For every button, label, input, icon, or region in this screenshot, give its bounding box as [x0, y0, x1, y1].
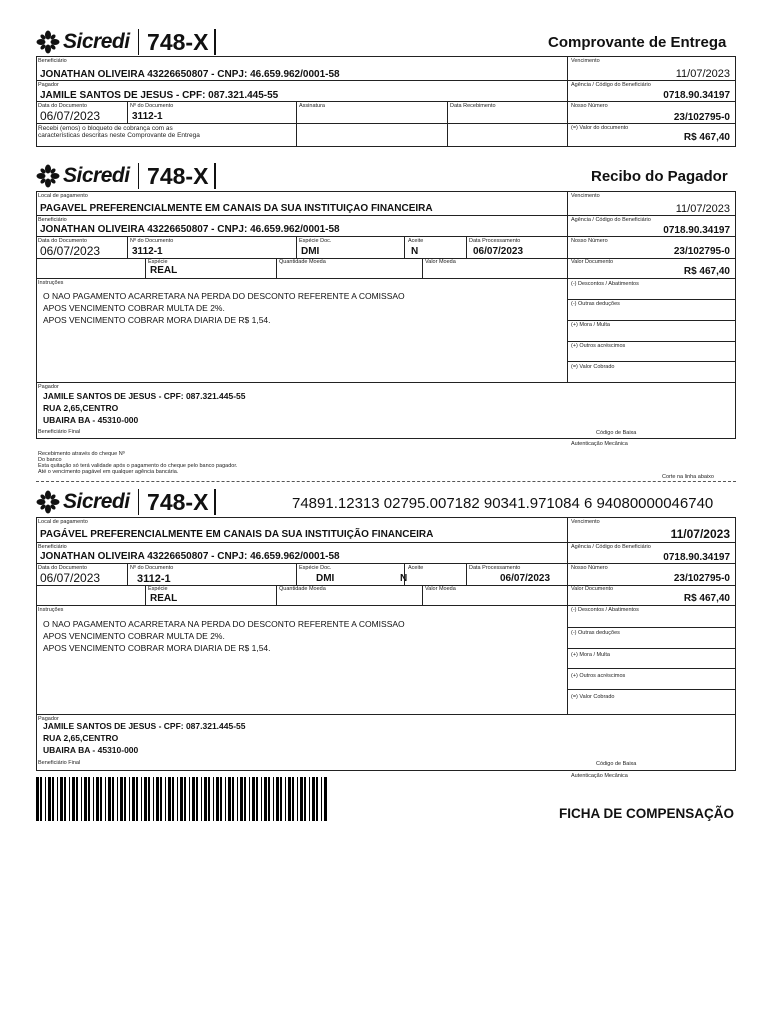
label-data-processamento: Data Processamento — [469, 238, 521, 244]
barcode-bar — [117, 777, 118, 821]
barcode-bar — [256, 777, 258, 821]
valor-value: R$ 467,40 — [683, 132, 730, 143]
barcode-bar — [144, 777, 147, 821]
barcode-bar — [220, 777, 222, 821]
label-beneficiario: Beneficiário — [38, 544, 67, 550]
section1-title: Comprovante de Entrega — [548, 34, 727, 51]
barcode-bar — [84, 777, 87, 821]
barcode-bar — [132, 777, 135, 821]
linha-digitavel: 74891.12313 02795.007182 90341.971084 6 94080000046740 — [292, 495, 714, 512]
label-especie-doc: Espécie Doc. — [299, 565, 332, 571]
instrucao-line: APOS VENCIMENTO COBRAR MULTA DE 2%. — [43, 303, 225, 313]
label-pagador: Pagador — [38, 384, 59, 390]
label-num-documento: Nº do Documento — [130, 238, 174, 244]
barcode-bar — [261, 777, 262, 821]
local-pagamento-value: PAGAVEL PREFERENCIALMENTE EM CANAIS DA SUA INSTITUIÇAO FINANCEIRA — [40, 203, 433, 214]
label-descontos: (-) Descontos / Abatimentos — [571, 281, 639, 287]
aceite-value: N — [400, 573, 408, 584]
nosso-numero-value: 23/102795-0 — [673, 573, 730, 584]
label-valor-documento: Valor Documento — [571, 259, 614, 265]
label-descontos: (-) Descontos / Abatimentos — [571, 607, 639, 613]
vencimento-value: 11/07/2023 — [675, 68, 730, 80]
data-documento-value: 06/07/2023 — [40, 244, 101, 258]
barcode-bar — [72, 777, 75, 821]
barcode-bar — [240, 777, 243, 821]
especie-doc-value: DMI — [316, 573, 335, 584]
section2-title: Recibo do Pagador — [591, 168, 728, 185]
instrucao-line: APOS VENCIMENTO COBRAR MULTA DE 2%. — [43, 631, 225, 641]
barcode-bar — [324, 777, 327, 821]
footer-line: Esta quitação só terá validade após o pagamento do cheque pelo banco pagador. — [38, 463, 238, 469]
barcode-bar — [52, 777, 54, 821]
label-outras-deducoes: (-) Outras deduções — [571, 301, 620, 307]
label-beneficiario-final: Beneficiário Final — [38, 760, 81, 766]
barcode-bar — [321, 777, 322, 821]
label-valor-moeda: Valor Moeda — [425, 259, 456, 265]
label-nosso-numero: Nosso Número — [571, 238, 608, 244]
barcode-bar — [81, 777, 82, 821]
label-agencia: Agência / Código do Beneficiário — [571, 82, 651, 88]
barcode-bar — [60, 777, 63, 821]
vencimento-value: 11/07/2023 — [675, 203, 730, 215]
label-num-documento: Nº do Documento — [130, 565, 174, 571]
label-assinatura: Assinatura — [299, 103, 325, 109]
label-num-documento: Nº do Documento — [130, 103, 174, 109]
sicredi-logo-icon — [36, 164, 60, 188]
sicredi-logo — [36, 27, 224, 57]
pagador-endereco: RUA 2,65,CENTRO — [43, 733, 119, 743]
barcode-bar — [268, 777, 270, 821]
brand-name: Sicredi — [63, 30, 130, 53]
label-vencimento: Vencimento — [571, 58, 600, 64]
barcode-bar — [96, 777, 99, 821]
label-especie: Espécie — [148, 259, 168, 265]
label-autenticacao: Autenticação Mecânica — [571, 773, 628, 779]
label-beneficiario-final: Beneficiário Final — [38, 429, 81, 435]
barcode-bar — [141, 777, 142, 821]
logo-separator — [138, 29, 140, 55]
data-processamento-value: 06/07/2023 — [473, 246, 524, 257]
pagador-endereco: RUA 2,65,CENTRO — [43, 403, 119, 413]
label-codigo-baixa: Código de Baixa — [596, 761, 637, 767]
barcode-bar — [148, 777, 150, 821]
barcode-bar — [36, 777, 39, 821]
label-nosso-numero: Nosso Número — [571, 103, 608, 109]
sicredi-logo — [36, 161, 224, 191]
label-beneficiario: Beneficiário — [38, 217, 67, 223]
barcode-bar — [64, 777, 66, 821]
logo-separator — [138, 163, 140, 189]
barcode-bar — [225, 777, 226, 821]
label-data-documento: Data do Documento — [38, 565, 87, 571]
barcode-bar — [105, 777, 106, 821]
label-especie-doc: Espécie Doc. — [299, 238, 332, 244]
sicredi-logo-icon — [36, 30, 60, 54]
ficha-compensacao-label: FICHA DE COMPENSAÇÃO — [559, 806, 735, 821]
label-beneficiario: Beneficiário — [38, 58, 67, 64]
label-vencimento: Vencimento — [571, 519, 600, 525]
barcode-bar — [292, 777, 294, 821]
label-data-processamento: Data Processamento — [469, 565, 521, 571]
pagador-cidade: UBAIRA BA - 45310-000 — [43, 745, 139, 755]
barcode-bar — [297, 777, 298, 821]
barcode-bar — [285, 777, 286, 821]
label-agencia: Agência / Código do Beneficiário — [571, 217, 651, 223]
barcode-bar — [252, 777, 255, 821]
label-mora-multa: (+) Mora / Multa — [571, 322, 610, 328]
barcode-bar — [136, 777, 138, 821]
barcode-bar — [180, 777, 183, 821]
instrucao-line: O NAO PAGAMENTO ACARRETARA NA PERDA DO DESCONTO REFERENTE A COMISSAO — [43, 291, 405, 301]
barcode-bar — [120, 777, 123, 821]
barcode-bar — [300, 777, 303, 821]
barcode-bar — [273, 777, 274, 821]
num-documento-value: 3112-1 — [132, 111, 163, 122]
label-valor-documento: Valor Documento — [571, 586, 614, 592]
barcode-bar — [88, 777, 90, 821]
receipt-text-2: características descritas neste Comprovante de Entrega — [38, 132, 200, 139]
barcode-icon — [36, 777, 334, 821]
label-quantidade-moeda: Quantidade Moeda — [279, 586, 326, 592]
pagador-nome: JAMILE SANTOS DE JESUS - CPF: 087.321.445-55 — [43, 721, 246, 731]
barcode-bar — [57, 777, 58, 821]
logo-separator — [138, 489, 140, 515]
barcode-bar — [201, 777, 202, 821]
label-valor-documento: (=) Valor do documento — [571, 125, 629, 131]
barcode-bar — [213, 777, 214, 821]
barcode-bar — [100, 777, 102, 821]
barcode-bar — [108, 777, 111, 821]
barcode-bar — [204, 777, 207, 821]
label-valor-cobrado: (=) Valor Cobrado — [571, 364, 615, 370]
logo-separator — [214, 163, 216, 189]
barcode-bar — [312, 777, 315, 821]
aceite-value: N — [411, 246, 419, 257]
barcode-bar — [69, 777, 70, 821]
barcode-bar — [165, 777, 166, 821]
barcode-bar — [280, 777, 282, 821]
beneficiario-value: JONATHAN OLIVEIRA 43226650807 - CNPJ: 46.659.962/0001-58 — [40, 551, 340, 562]
barcode-bar — [172, 777, 174, 821]
barcode-bar — [249, 777, 250, 821]
sicredi-logo-icon — [36, 490, 60, 514]
barcode-bar — [48, 777, 51, 821]
label-autenticacao: Autenticação Mecânica — [571, 441, 628, 447]
logo-separator — [214, 29, 216, 55]
label-quantidade-moeda: Quantidade Moeda — [279, 259, 326, 265]
especie-doc-value: DMI — [301, 246, 320, 257]
barcode-bar — [93, 777, 94, 821]
sicredi-logo — [36, 487, 224, 517]
label-vencimento: Vencimento — [571, 193, 600, 199]
data-processamento-value: 06/07/2023 — [500, 573, 551, 584]
barcode-bar — [304, 777, 306, 821]
barcode-bar — [189, 777, 190, 821]
nosso-numero-value: 23/102795-0 — [673, 112, 730, 123]
beneficiario-value: JONATHAN OLIVEIRA 43226650807 - CNPJ: 46.659.962/0001-58 — [40, 69, 340, 80]
barcode-bar — [184, 777, 186, 821]
barcode-bar — [192, 777, 195, 821]
bank-code: 748-X — [147, 28, 209, 55]
label-local-pagamento: Local de pagamento — [38, 519, 88, 525]
vencimento-value: 11/07/2023 — [670, 527, 730, 541]
valor-documento-value: R$ 467,40 — [683, 266, 730, 277]
label-especie: Espécie — [148, 586, 168, 592]
receipt-text-1: Recebi (emos) o bloqueto de cobrança com as — [38, 125, 173, 132]
barcode-bar — [208, 777, 210, 821]
instrucao-line: APOS VENCIMENTO COBRAR MORA DIARIA DE R$ 1,54. — [43, 643, 271, 653]
barcode-bar — [316, 777, 318, 821]
pagador-cidade: UBAIRA BA - 45310-000 — [43, 415, 139, 425]
barcode-bar — [153, 777, 154, 821]
barcode-bar — [76, 777, 78, 821]
bank-code: 748-X — [147, 162, 209, 189]
agencia-value: 0718.90.34197 — [663, 225, 730, 236]
label-valor-cobrado: (=) Valor Cobrado — [571, 694, 615, 700]
barcode-bar — [232, 777, 234, 821]
barcode-bar — [129, 777, 130, 821]
label-data-recebimento: Data Recebimento — [450, 103, 496, 109]
barcode-bar — [237, 777, 238, 821]
label-aceite: Aceite — [408, 238, 424, 244]
footer-line: Recebimento através do cheque Nº — [38, 451, 125, 457]
label-codigo-baixa: Código de Baixa — [596, 430, 637, 436]
label-agencia: Agência / Código do Beneficiário — [571, 544, 651, 550]
num-documento-value: 3112-1 — [132, 246, 163, 257]
data-documento-value: 06/07/2023 — [40, 571, 101, 585]
num-documento-value: 3112-1 — [137, 573, 171, 585]
label-nosso-numero: Nosso Número — [571, 565, 608, 571]
barcode-bar — [196, 777, 198, 821]
barcode-bar — [244, 777, 246, 821]
brand-name: Sicredi — [63, 490, 130, 513]
label-data-documento: Data do Documento — [38, 238, 87, 244]
label-instrucoes: Instruções — [38, 280, 64, 286]
label-mora-multa: (+) Mora / Multa — [571, 652, 610, 658]
footer-line: Até o vencimento pagável em qualquer agência bancária. — [38, 469, 179, 475]
label-valor-moeda: Valor Moeda — [425, 586, 456, 592]
brand-name: Sicredi — [63, 164, 130, 187]
barcode-bar — [228, 777, 231, 821]
label-outros-acrescimos: (+) Outros acréscimos — [571, 343, 626, 349]
bank-code: 748-X — [147, 488, 209, 515]
especie-value: REAL — [150, 593, 178, 604]
barcode-bar — [45, 777, 46, 821]
label-pagador: Pagador — [38, 82, 59, 88]
label-data-documento: Data do Documento — [38, 103, 87, 109]
barcode-bar — [160, 777, 162, 821]
barcode-bar — [309, 777, 310, 821]
barcode-bar — [40, 777, 42, 821]
pagador-nome: JAMILE SANTOS DE JESUS - CPF: 087.321.445-55 — [43, 391, 246, 401]
logo-separator — [214, 489, 216, 515]
label-pagador: Pagador — [38, 716, 59, 722]
barcode-bar — [264, 777, 267, 821]
corte-label: Corte na linha abaixo — [662, 474, 714, 480]
barcode-bar — [288, 777, 291, 821]
valor-documento-value: R$ 467,40 — [683, 593, 730, 604]
footer-line: Do banco — [38, 457, 62, 463]
barcode-bar — [168, 777, 171, 821]
label-outros-acrescimos: (+) Outros acréscimos — [571, 673, 626, 679]
pagador-value: JAMILE SANTOS DE JESUS - CPF: 087.321.445-55 — [40, 90, 279, 101]
data-documento-value: 06/07/2023 — [40, 109, 101, 123]
local-pagamento-value: PAGÁVEL PREFERENCIALMENTE EM CANAIS DA SUA INSTITUIÇÃO FINANCEIRA — [40, 529, 434, 540]
barcode-bar — [276, 777, 279, 821]
label-instrucoes: Instruções — [38, 607, 64, 613]
instrucao-line: O NAO PAGAMENTO ACARRETARA NA PERDA DO DESCONTO REFERENTE A COMISSAO — [43, 619, 405, 629]
instrucao-line: APOS VENCIMENTO COBRAR MORA DIARIA DE R$ 1,54. — [43, 315, 271, 325]
barcode-bar — [216, 777, 219, 821]
nosso-numero-value: 23/102795-0 — [673, 246, 730, 257]
barcode-bar — [124, 777, 126, 821]
agencia-value: 0718.90.34197 — [663, 90, 730, 101]
label-aceite: Aceite — [408, 565, 424, 571]
label-outras-deducoes: (-) Outras deduções — [571, 630, 620, 636]
label-local-pagamento: Local de pagamento — [38, 193, 88, 199]
agencia-value: 0718.90.34197 — [663, 552, 730, 563]
barcode-bar — [177, 777, 178, 821]
beneficiario-value: JONATHAN OLIVEIRA 43226650807 - CNPJ: 46.659.962/0001-58 — [40, 224, 340, 235]
barcode-bar — [112, 777, 114, 821]
barcode-bar — [156, 777, 159, 821]
cut-line — [36, 481, 736, 482]
especie-value: REAL — [150, 265, 178, 276]
